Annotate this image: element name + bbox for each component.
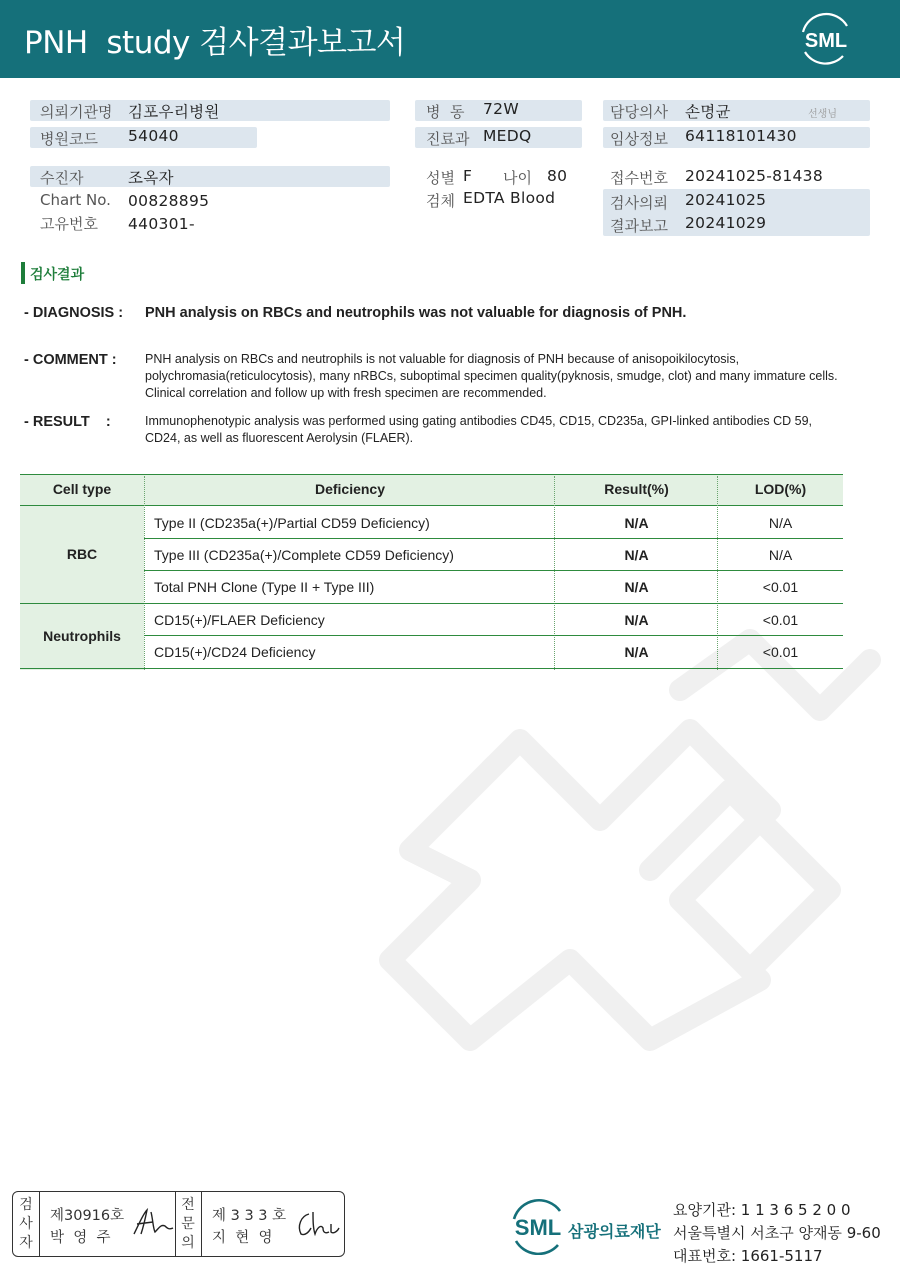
specialist-license-no: 제 3 3 3 호 xyxy=(212,1208,287,1224)
doctor-suffix: 선생님 xyxy=(808,109,837,120)
report-value: 20241029 xyxy=(685,214,767,232)
request-value: 20241025 xyxy=(685,191,767,209)
tester-license-no: 제30916호 xyxy=(50,1208,125,1224)
deficiency-cell: Type II (CD235a(+)/Partial CD59 Deficiency) xyxy=(154,515,430,531)
diagnosis-text: PNH analysis on RBCs and neutrophils was not valuable for diagnosis of PNH. xyxy=(145,305,687,321)
patient-label: 수진자 xyxy=(40,169,84,187)
doctor-label: 담당의사 xyxy=(610,103,668,121)
header-cell-type: Cell type xyxy=(52,481,112,497)
sex-value: F xyxy=(463,167,473,185)
sml-logo xyxy=(797,12,855,66)
result-cell: N/A xyxy=(624,515,649,531)
foundation-name: 삼광의료재단 xyxy=(568,1222,661,1241)
report-header xyxy=(0,0,900,78)
lod-cell: <0.01 xyxy=(762,612,799,628)
patient-row-bg xyxy=(30,166,390,187)
specialist-vertical-label xyxy=(177,1196,199,1253)
result-cell: N/A xyxy=(624,612,649,628)
col-separator xyxy=(144,476,145,670)
dept-label: 진료과 xyxy=(426,130,470,148)
specialist-vertical-char: 전 xyxy=(181,1197,195,1213)
watermark-graphic xyxy=(350,600,890,1070)
tester-vertical-char: 사 xyxy=(19,1216,33,1232)
report-title: PNH study 검사결과보고서 xyxy=(24,25,406,61)
chart-no-label: Chart No. xyxy=(40,191,111,209)
uid-value: 440301- xyxy=(128,215,195,233)
sml-logo-text: SML xyxy=(804,30,848,52)
dept-value: MEDQ xyxy=(483,127,532,145)
tester-name: 박 영 주 xyxy=(50,1230,111,1246)
patient-value: 조옥자 xyxy=(128,169,174,187)
institution-code: 요양기관: 1 1 3 6 5 2 0 0 xyxy=(673,1201,851,1219)
receipt-label: 접수번호 xyxy=(610,169,668,187)
deficiency-cell: CD15(+)/FLAER Deficiency xyxy=(154,612,325,628)
doctor-value: 손명균 xyxy=(685,103,731,121)
receipt-value: 20241025-81438 xyxy=(685,167,823,185)
tester-vertical-char: 검 xyxy=(19,1197,33,1213)
result-cell: N/A xyxy=(624,579,649,595)
results-table xyxy=(20,474,843,670)
group-neutrophils: Neutrophils xyxy=(43,628,121,644)
specialist-vertical-char: 문 xyxy=(181,1216,195,1232)
result-label: - RESULT : xyxy=(24,414,111,430)
specimen-value: EDTA Blood xyxy=(463,189,556,207)
clinical-value: 64118101430 xyxy=(685,127,797,145)
clinical-label: 임상정보 xyxy=(610,130,668,148)
foundation-address: 서울특별시 서초구 양재동 9-60 xyxy=(673,1224,881,1242)
report-label: 결과보고 xyxy=(610,217,668,235)
result-cell: N/A xyxy=(624,547,649,563)
signature-stamp-box xyxy=(12,1191,345,1257)
hospital-code-value: 54040 xyxy=(128,127,179,145)
group-rbc: RBC xyxy=(66,546,98,562)
age-value: 80 xyxy=(547,167,568,185)
header-result: Result(%) xyxy=(604,481,669,497)
request-label: 검사의뢰 xyxy=(610,194,668,212)
specimen-label: 검체 xyxy=(426,192,455,210)
ward-label: 병 동 xyxy=(426,103,465,121)
result-text: Immunophenotypic analysis was performed using gating antibodies CD45, CD15, CD235a, GPI-linked antibodies CD 59, CD24, as well as fluorescent Aerolysin (FLAER). xyxy=(145,414,813,445)
stamp-divider xyxy=(39,1192,40,1256)
tester-vertical-label xyxy=(15,1196,37,1253)
comment-text: PNH analysis on RBCs and neutrophils is not valuable for diagnosis of PNH because of anisopoikilocytosis, polychromasia(reticulocytosis), many nRBCs, suboptimal specimen quality(pyknosis, smudge, clot) and many immature cells. Clinical correlation and follow up with fresh specimen are recommended. xyxy=(145,352,838,400)
section-marker xyxy=(21,262,25,284)
deficiency-cell: Type III (CD235a(+)/Complete CD59 Deficiency) xyxy=(154,547,454,563)
diagnosis-label: - DIAGNOSIS : xyxy=(24,305,124,321)
stamp-divider xyxy=(175,1192,176,1256)
specialist-name: 지 현 영 xyxy=(212,1230,273,1246)
specialist-vertical-char: 의 xyxy=(181,1235,195,1251)
header-lod: LOD(%) xyxy=(754,481,807,497)
sex-label: 성별 xyxy=(426,169,455,187)
sml-foundation-logo xyxy=(508,1197,568,1255)
lod-cell: N/A xyxy=(768,547,793,563)
sml-foundation-logo-text: SML xyxy=(514,1215,562,1240)
lod-cell: N/A xyxy=(768,515,793,531)
deficiency-cell: CD15(+)/CD24 Deficiency xyxy=(154,644,316,660)
comment-label: - COMMENT : xyxy=(24,352,117,368)
chart-no-value: 00828895 xyxy=(128,192,210,210)
foundation-phone: 대표번호: 1661-5117 xyxy=(673,1247,823,1265)
tester-signature xyxy=(131,1206,175,1240)
cell-type-column-bg xyxy=(20,506,144,670)
section-title: 검사결과 xyxy=(30,267,85,283)
ward-value: 72W xyxy=(483,100,519,118)
tester-vertical-char: 자 xyxy=(19,1235,33,1251)
lod-cell: <0.01 xyxy=(762,579,799,595)
hospital-label: 의뢰기관명 xyxy=(40,103,113,121)
result-cell: N/A xyxy=(624,644,649,660)
specialist-signature xyxy=(295,1208,341,1240)
hospital-value: 김포우리병원 xyxy=(128,103,220,121)
lod-cell: <0.01 xyxy=(762,644,799,660)
uid-label: 고유번호 xyxy=(40,215,98,233)
table-bottom-line xyxy=(20,668,843,669)
hospital-code-label: 병원코드 xyxy=(40,130,98,148)
deficiency-cell: Total PNH Clone (Type II + Type III) xyxy=(154,579,375,595)
header-deficiency: Deficiency xyxy=(314,481,386,497)
age-label: 나이 xyxy=(503,169,532,187)
stamp-divider xyxy=(201,1192,202,1256)
